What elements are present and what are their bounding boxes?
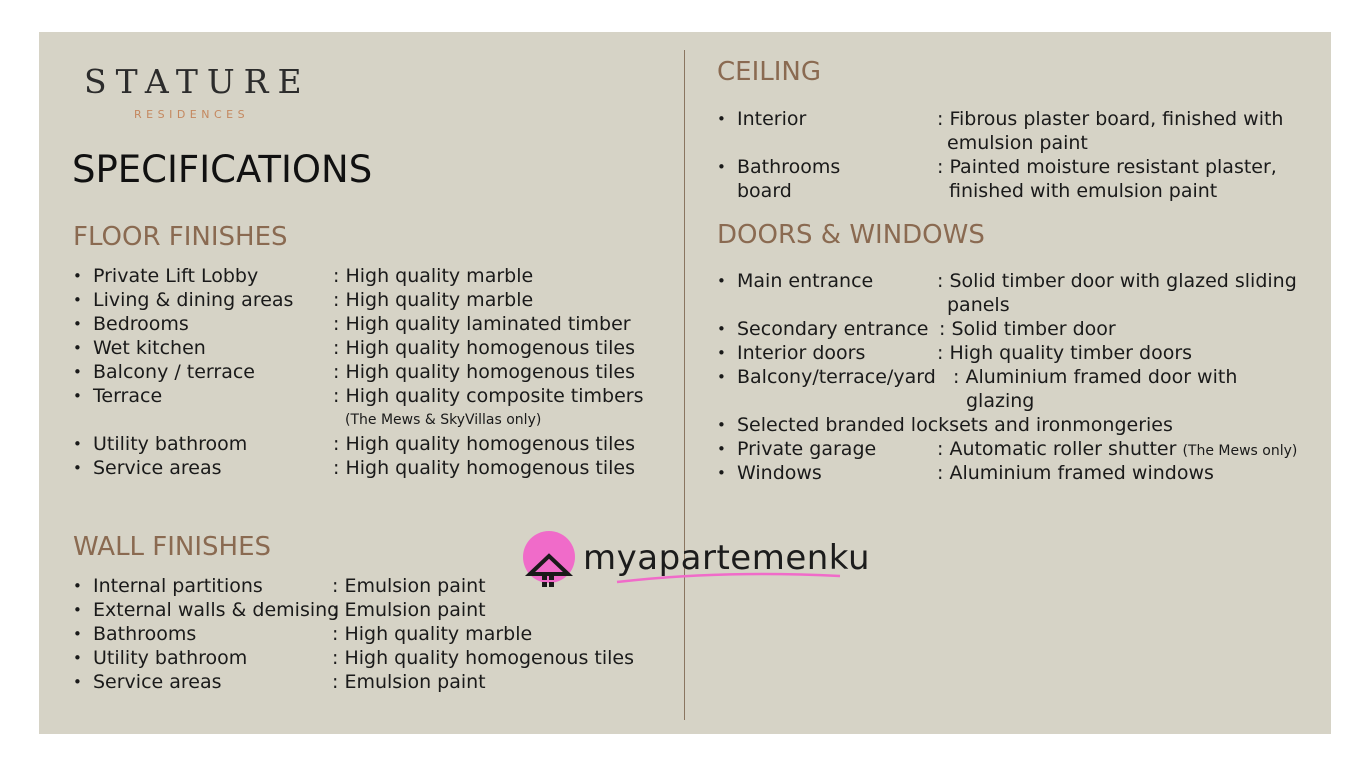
list-item xyxy=(717,269,1317,293)
item-label: External walls & demising xyxy=(93,599,340,621)
item-value: : High quality composite timbers xyxy=(333,385,644,407)
list-item xyxy=(73,456,673,480)
list-item xyxy=(73,312,673,336)
item-label: Utility bathroom xyxy=(93,647,248,669)
list-item-continued xyxy=(717,179,1317,203)
list-item-continued xyxy=(717,131,1317,155)
item-value: : High quality marble xyxy=(333,265,534,287)
item-value: : High quality marble xyxy=(332,623,533,645)
item-value: : High quality timber doors xyxy=(937,342,1193,364)
item-label: Bathrooms xyxy=(93,623,197,645)
item-label: Bathrooms xyxy=(737,156,841,178)
item-value: : Aluminium framed door with xyxy=(953,366,1238,388)
item-value: : Solid timber door xyxy=(939,318,1116,340)
page-title: SPECIFICATIONS xyxy=(72,148,373,191)
item-label: Balcony/terrace/yard xyxy=(737,366,936,388)
bullet: • xyxy=(73,649,82,667)
floor-finishes-heading: FLOOR FINISHES xyxy=(73,222,288,252)
item-value: : High quality homogenous tiles xyxy=(333,457,635,479)
item-label: Internal partitions xyxy=(93,575,263,597)
item-label: Balcony / terrace xyxy=(93,361,256,383)
item-value-continued: glazing xyxy=(966,390,1035,412)
item-label: Wet kitchen xyxy=(93,337,206,359)
list-item xyxy=(73,622,673,646)
item-note: (The Mews & SkyVillas only) xyxy=(345,412,542,428)
item-label: Bedrooms xyxy=(93,313,189,335)
item-label: Living & dining areas xyxy=(93,289,294,311)
bullet: • xyxy=(73,577,82,595)
bullet: • xyxy=(73,625,82,643)
item-value: : High quality homogenous tiles xyxy=(333,433,635,455)
bullet: • xyxy=(717,158,726,176)
bullet: • xyxy=(717,416,726,434)
bullet: • xyxy=(717,110,726,128)
list-item-note xyxy=(73,408,673,432)
item-label: Selected branded locksets and ironmongeries xyxy=(737,414,1173,436)
list-item xyxy=(717,413,1317,437)
item-note: (The Mews only) xyxy=(1182,443,1298,459)
bullet: • xyxy=(717,272,726,290)
item-value: : Painted moisture resistant plaster, xyxy=(937,156,1277,178)
item-value-continued: finished with emulsion paint xyxy=(949,180,1218,202)
item-label: Interior doors xyxy=(737,342,866,364)
item-label: Private garage xyxy=(737,438,877,460)
bullet: • xyxy=(73,435,82,453)
list-item xyxy=(73,384,673,408)
item-label: Interior xyxy=(737,108,807,130)
item-value: : Aluminium framed windows xyxy=(937,462,1214,484)
item-label: Windows xyxy=(737,462,822,484)
bullet: • xyxy=(717,440,726,458)
item-value: : Solid timber door with glazed sliding xyxy=(937,270,1297,292)
list-item xyxy=(717,437,1317,461)
doors-windows-heading: DOORS & WINDOWS xyxy=(717,220,985,250)
watermark-text: myapartemenku xyxy=(583,538,870,578)
wall-finishes-heading: WALL FINISHES xyxy=(73,532,272,562)
list-item xyxy=(717,365,1317,389)
list-item xyxy=(73,598,673,622)
item-label: Secondary entrance xyxy=(737,318,929,340)
list-item xyxy=(717,461,1317,485)
list-item xyxy=(73,288,673,312)
list-item-continued xyxy=(717,293,1317,317)
ceiling-heading: CEILING xyxy=(717,57,821,87)
item-value: : High quality homogenous tiles xyxy=(332,647,634,669)
bullet: • xyxy=(73,459,82,477)
item-value: : High quality marble xyxy=(333,289,534,311)
item-value: : High quality homogenous tiles xyxy=(333,361,635,383)
item-label: Service areas xyxy=(93,671,222,693)
bullet: • xyxy=(73,315,82,333)
list-item xyxy=(73,432,673,456)
list-item xyxy=(717,107,1317,131)
list-item xyxy=(73,264,673,288)
item-label: Utility bathroom xyxy=(93,433,248,455)
bullet: • xyxy=(73,363,82,381)
bullet: • xyxy=(73,339,82,357)
item-label: Terrace xyxy=(93,385,163,407)
bullet: • xyxy=(717,464,726,482)
item-value-continued: emulsion paint xyxy=(947,132,1088,154)
floor-finishes-list xyxy=(73,264,673,480)
logo-subtitle: RESIDENCES xyxy=(134,108,250,121)
list-item xyxy=(717,155,1317,179)
list-item xyxy=(717,341,1317,365)
ceiling-list xyxy=(717,107,1317,203)
list-item xyxy=(717,317,1317,341)
item-value: : High quality laminated timber xyxy=(333,313,631,335)
item-value: : Emulsion paint xyxy=(332,575,486,597)
bullet: • xyxy=(73,601,82,619)
item-value: : Emulsion paint xyxy=(332,599,486,621)
column-divider xyxy=(684,50,685,720)
item-value: : Emulsion paint xyxy=(332,671,486,693)
list-item-continued xyxy=(717,389,1317,413)
doors-windows-list xyxy=(717,269,1317,485)
bullet: • xyxy=(73,673,82,691)
item-label: Service areas xyxy=(93,457,222,479)
bullet: • xyxy=(717,368,726,386)
bullet: • xyxy=(73,387,82,405)
item-value: : High quality homogenous tiles xyxy=(333,337,635,359)
bullet: • xyxy=(73,267,82,285)
bullet: • xyxy=(717,344,726,362)
bullet: • xyxy=(73,291,82,309)
item-value-continued: panels xyxy=(947,294,1010,316)
item-label-continued: board xyxy=(737,180,792,202)
item-value: : Automatic roller shutter xyxy=(937,438,1177,460)
list-item xyxy=(73,360,673,384)
list-item xyxy=(73,670,673,694)
item-label: Private Lift Lobby xyxy=(93,265,259,287)
list-item xyxy=(73,646,673,670)
bullet: • xyxy=(717,320,726,338)
list-item xyxy=(73,336,673,360)
logo-name: STATURE xyxy=(84,62,311,101)
item-label: Main entrance xyxy=(737,270,874,292)
item-value: : Fibrous plaster board, finished with xyxy=(937,108,1284,130)
